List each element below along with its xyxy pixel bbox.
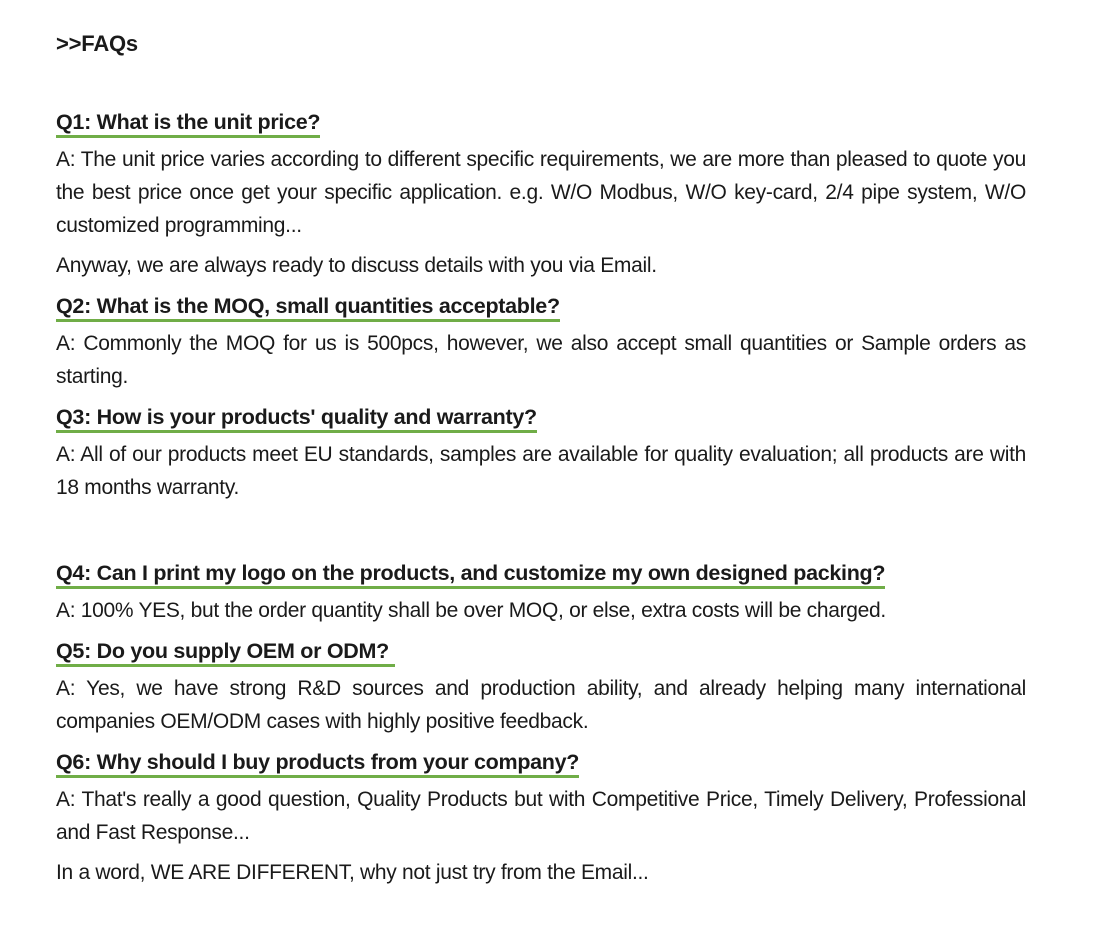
faq-question-q3 [56,401,1026,434]
faq-question-q5 [56,635,1026,668]
faq-question-q4 [56,557,1026,590]
faq-answer: A: The unit price varies according to different specific requirements, we are more than pleased to quote you the best price once get your specific application. e.g. W/O Modbus, W/O key-card, 2/4 pipe system, W/O customized programming... [56,148,1026,237]
faq-question-text: Q3: How is your products' quality and warranty? [56,405,537,433]
faq-section-q6 [56,746,1026,889]
faq-question-q1 [56,106,1026,139]
faq-answer: A: That's really a good question, Quality Products but with Competitive Price, Timely Delivery, Professional and Fast Response... [56,788,1026,844]
faq-answer: Anyway, we are always ready to discuss details with you via Email. [56,254,657,277]
faq-answer: In a word, WE ARE DIFFERENT, why not just try from the Email... [56,861,649,884]
faq-answer: A: 100% YES, but the order quantity shall be over MOQ, or else, extra costs will be charged. [56,599,886,622]
faq-question-q2 [56,290,1026,323]
faq-answer: A: All of our products meet EU standards, samples are available for quality evaluation; all products are with 18 months warranty. [56,443,1026,499]
faq-question-q6 [56,746,1026,779]
faq-answer: A: Yes, we have strong R&D sources and production ability, and already helping many international companies OEM/ODM cases with highly positive feedback. [56,677,1026,733]
faq-question-text: Q1: What is the unit price? [56,110,320,138]
faq-section-q3 [56,401,1026,504]
faq-section-q1 [56,106,1026,282]
faq-question-text: Q6: Why should I buy products from your company? [56,750,579,778]
faq-question-text: Q2: What is the MOQ, small quantities acceptable? [56,294,560,322]
faq-section-q5 [56,635,1026,738]
page-title: >>FAQs [56,31,138,56]
section-spacer [56,511,1026,549]
faq-question-text: Q5: Do you supply OEM or ODM? [56,639,395,667]
faq-answer: A: Commonly the MOQ for us is 500pcs, however, we also accept small quantities or Sample orders as starting. [56,332,1026,388]
faq-section-q4 [56,557,1026,627]
faq-section-q2 [56,290,1026,393]
faq-question-text: Q4: Can I print my logo on the products, and customize my own designed packing? [56,561,885,589]
